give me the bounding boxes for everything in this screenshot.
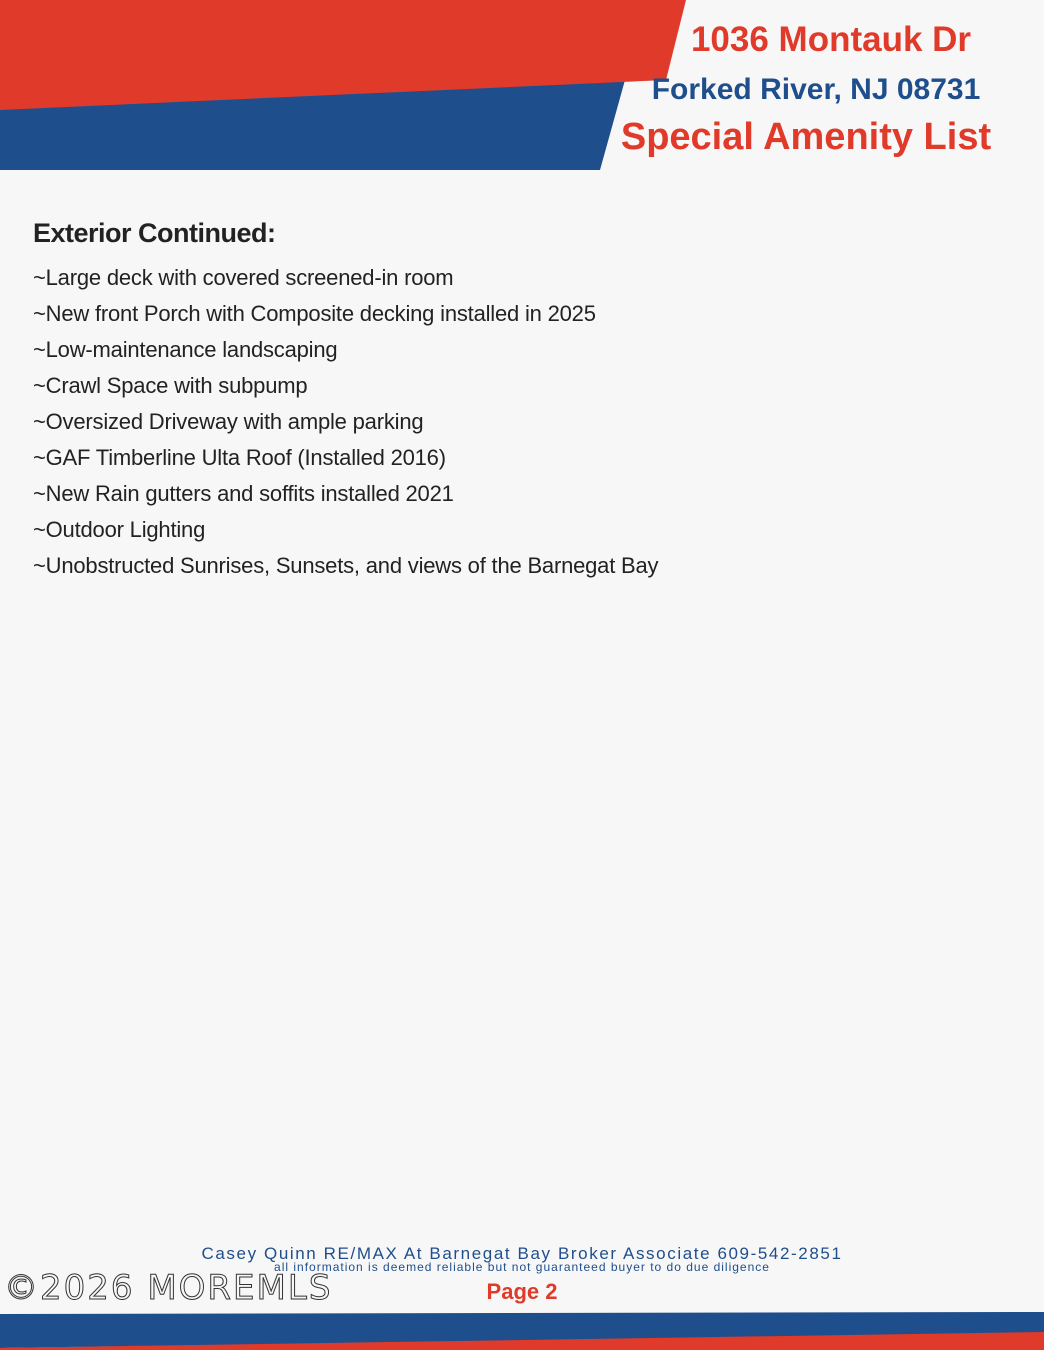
address-line-1: 1036 Montauk Dr bbox=[690, 20, 972, 59]
amenity-item: ~New front Porch with Composite decking installed in 2025 bbox=[33, 301, 596, 326]
header-text bbox=[606, 18, 1026, 161]
amenity-item: ~Large deck with covered screened-in room bbox=[33, 265, 454, 290]
section-heading: Exterior Continued: bbox=[33, 218, 276, 248]
amenity-item: ~Low-maintenance landscaping bbox=[33, 337, 338, 362]
amenity-item: ~GAF Timberline Ulta Roof (Installed 2016) bbox=[33, 445, 446, 470]
amenity-item: ~Oversized Driveway with ample parking bbox=[33, 409, 424, 434]
address-line-2: Forked River, NJ 08731 bbox=[651, 73, 981, 106]
footer-banner bbox=[0, 1308, 1044, 1350]
disclaimer: all information is deemed reliable but not guaranteed buyer to do due diligence bbox=[274, 1260, 770, 1274]
amenity-item: ~Crawl Space with subpump bbox=[33, 373, 308, 398]
page-number: Page 2 bbox=[486, 1279, 558, 1304]
amenity-item: ~Unobstructed Sunrises, Sunsets, and views of the Barnegat Bay bbox=[33, 553, 659, 578]
amenity-item: ~Outdoor Lighting bbox=[33, 517, 206, 542]
copyright-watermark: ©2026 MOREMLS bbox=[4, 1268, 333, 1308]
document-title: Special Amenity List bbox=[620, 116, 992, 158]
amenity-item: ~New Rain gutters and soffits installed 2021 bbox=[33, 481, 454, 506]
agent-info: Casey Quinn RE/MAX At Barnegat Bay Broker Associate 609-542-2851 bbox=[201, 1244, 843, 1263]
amenity-section bbox=[33, 214, 1013, 584]
